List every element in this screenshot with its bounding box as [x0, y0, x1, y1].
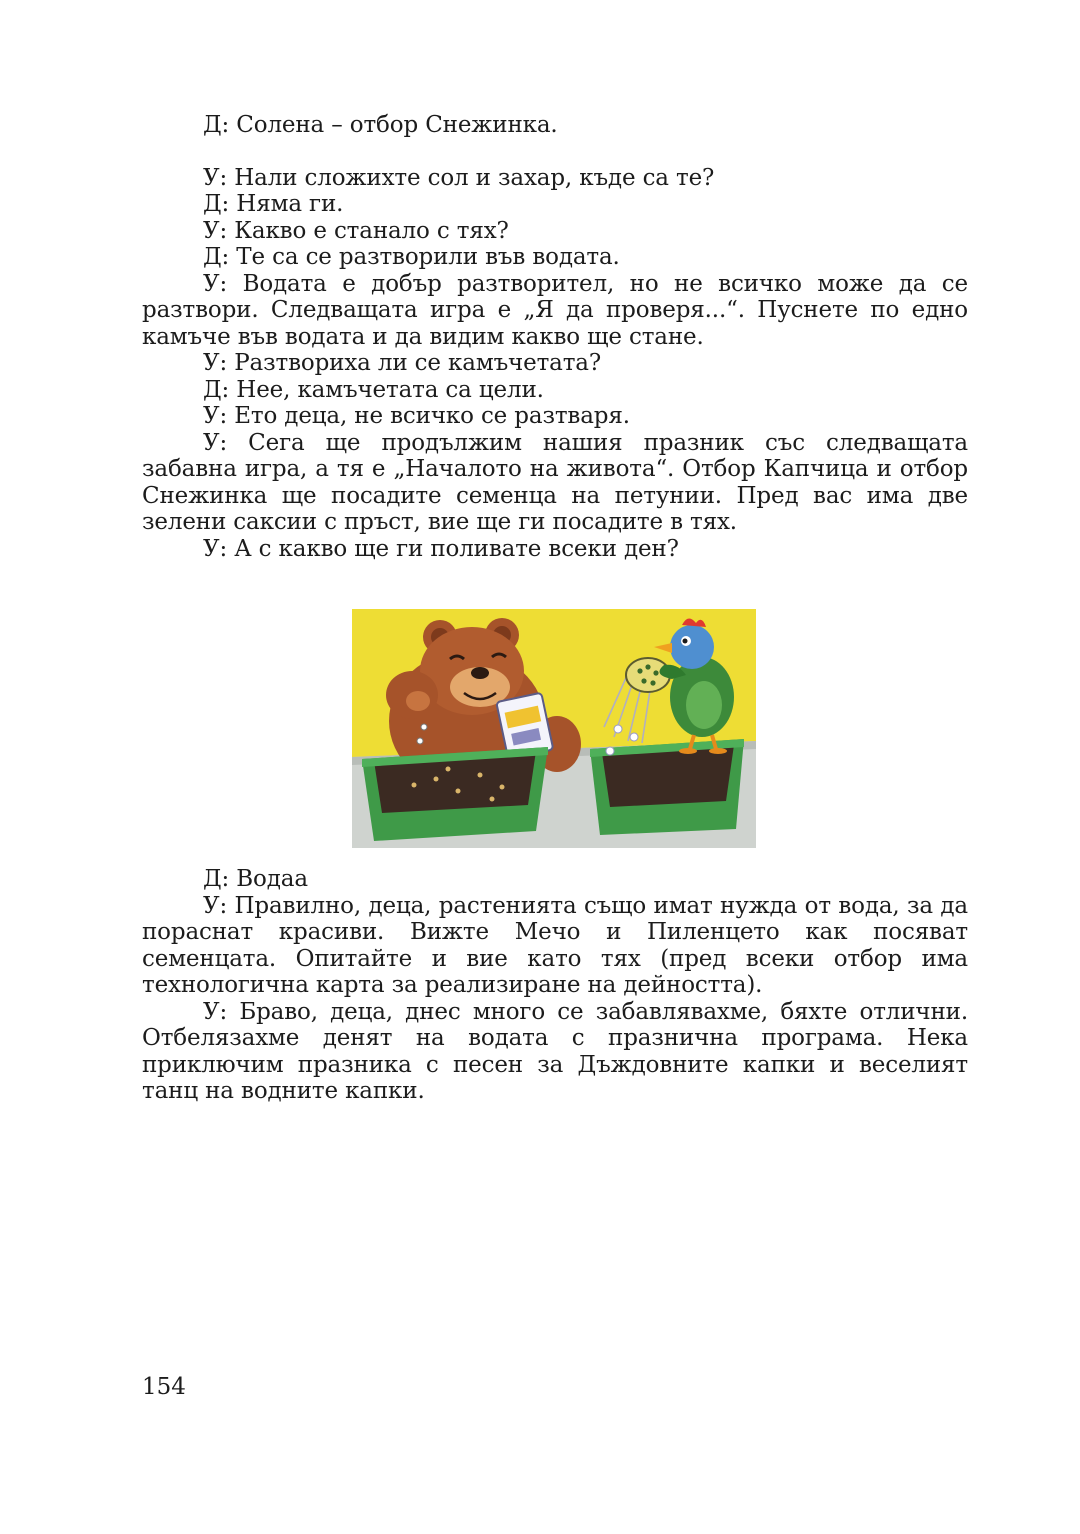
- dialogue-line: У: Разтвориха ли се камъчетата?: [203, 350, 602, 376]
- dialogue-line: Д: Те са се разтворили във водата.: [203, 244, 620, 270]
- dialogue-paragraph: У: Сега ще продължим нашия празник със следващата забавна игра, а тя е „Началото на живота“. Отбор Капчица и отбор Снежинка ще посадите семенца на петунии. Пред вас има две зелени саксии с пръст, вие ще ги посадите в тях.: [142, 429, 968, 535]
- dialogue-line: Д: Няма ги.: [203, 191, 344, 217]
- dialogue-line: У: Ето деца, не всичко се разтваря.: [203, 403, 630, 429]
- bear-and-bird-planting-illustration: [352, 609, 756, 848]
- text-block-top: [142, 112, 968, 562]
- dialogue-line: У: Нали сложихте сол и захар, къде са те?: [203, 164, 715, 191]
- dialogue-line: У: А с какво ще ги поливате всеки ден?: [203, 535, 679, 562]
- page-number: 154: [142, 1374, 186, 1400]
- dialogue-paragraph: У: Правилно, деца, растенията също имат нужда от вода, за да пораснат красиви. Вижте Мечо и Пиленцето как посяват семенцата. Опитайте и вие като тях (пред всеки отбор има технологична карта за реализиране на дейността).: [142, 892, 968, 998]
- dialogue-line: Д: Водаа: [203, 866, 308, 892]
- dialogue-line: Д: Солена – отбор Снежинка.: [203, 112, 558, 138]
- dialogue-line: У: Какво е станало с тях?: [203, 217, 509, 244]
- text-block-bottom: [142, 866, 968, 1105]
- dialogue-paragraph: У: Водата е добър разтворител, но не всичко може да се разтвори. Следващата игра е „Я да проверя...“. Пуснете по едно камъче във водата и да видим какво ще стане.: [142, 270, 968, 350]
- dialogue-paragraph: У: Браво, деца, днес много се забавлявахме, бяхте отлични. Отбелязахме денят на водата с празнична програма. Нека приключим празника с песен за Дъждовните капки и веселият танц на водните капки.: [142, 998, 968, 1104]
- dialogue-line: Д: Нее, камъчетата са цели.: [203, 376, 544, 403]
